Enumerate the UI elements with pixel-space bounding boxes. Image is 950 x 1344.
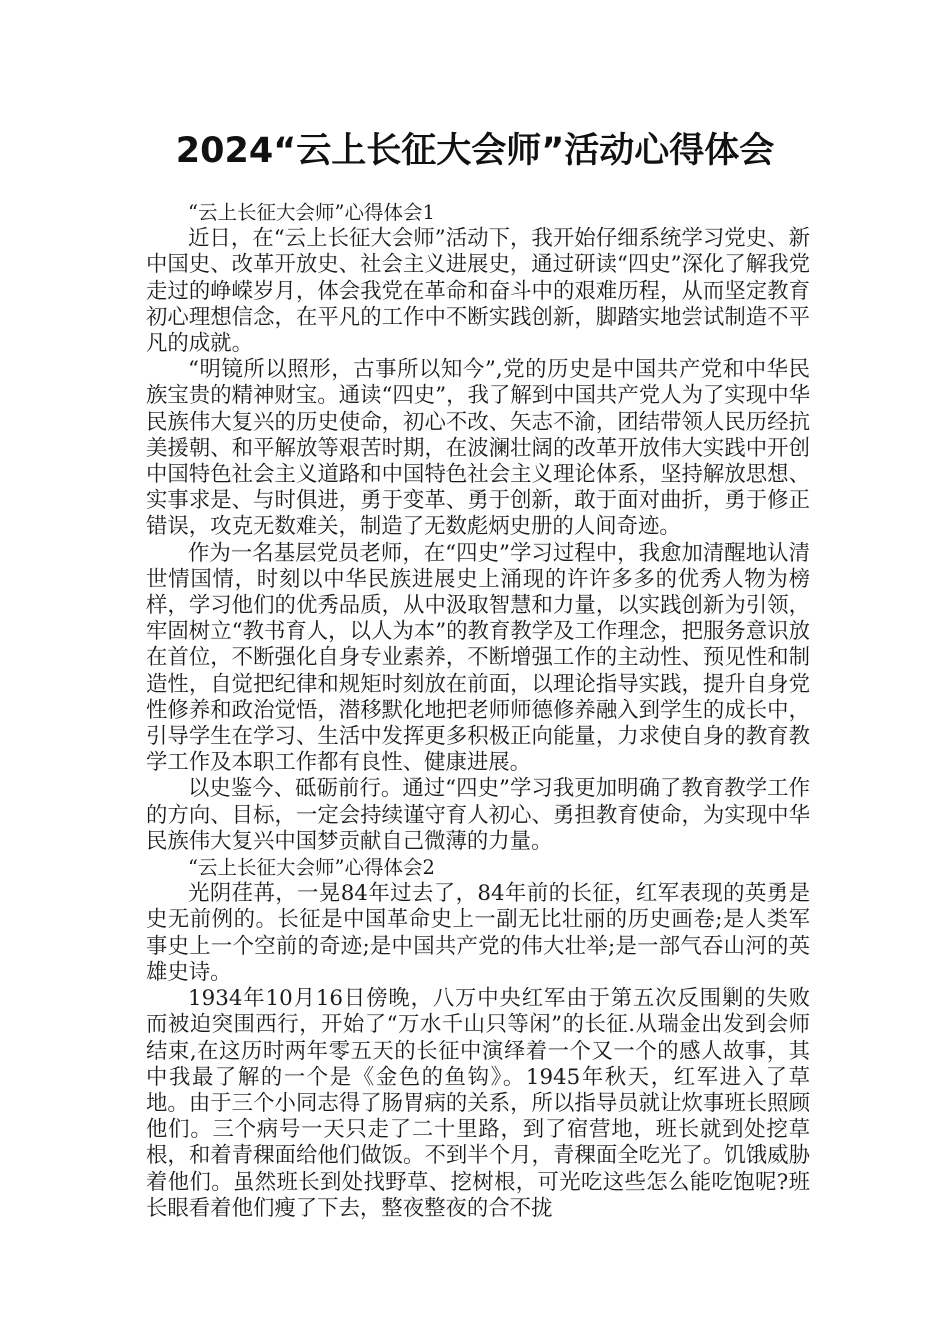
body-paragraph: 以史鉴今、砥砺前行。通过“四史”学习我更加明确了教育教学工作的方向、目标，一定会持续谨守育人初心、勇担教育使命，为实现中华民族伟大复兴中国梦贡献自己微薄的力量。 — [146, 776, 810, 854]
body-paragraph: 1934年10月16日傍晚，八万中央红军由于第五次反围剿的失败而被迫突围西行，开始了“万水千山只等闲”的长征.从瑞金出发到会师结束,在这历时两年零五天的长征中演绎着一个又一个的感人故事，其中我最了解的一个是《金色的鱼钩》。1945年秋天，红军进入了草地。由于三个小同志得了肠胃病的关系，所以指导员就让炊事班长照顾他们。三个病号一天只走了二十里路，到了宿营地，班长就到处挖草根，和着青稞面给他们做饭。不到半个月，青稞面全吃光了。饥饿威胁着他们。虽然班长到处找野草、挖树根，可光吃这些怎么能吃饱呢?班长眼看着他们瘦了下去，整夜整夜的合不拢 — [146, 986, 810, 1221]
body-paragraph: “明镜所以照形，古事所以知今”,党的历史是中国共产党和中华民族宝贵的精神财宝。通读“四史”，我了解到中国共产党人为了实现中华民族伟大复兴的历史使命，初心不改、矢志不渝，团结带领人民历经抗美援朝、和平解放等艰苦时期，在波澜壮阔的改革开放伟大实践中开创中国特色社会主义道路和中国特色社会主义理论体系，坚持解放思想、实事求是、与时俱进，勇于变革、勇于创新，敢于面对曲折，勇于修正错误，攻克无数难关，制造了无数彪炳史册的人间奇迹。 — [146, 357, 810, 540]
section-heading: “云上长征大会师”心得体会1 — [188, 201, 435, 224]
section-heading: “云上长征大会师”心得体会2 — [188, 856, 435, 880]
body-paragraph: 近日，在“云上长征大会师”活动下，我开始仔细系统学习党史、新中国史、改革开放史、社会主义进展史，通过研读“四史”深化了解我党走过的峥嵘岁月，体会我党在革命和奋斗中的艰难历程，从而坚定教育初心理想信念，在平凡的工作中不断实践创新，脚踏实地尝试制造不平凡的成就。 — [146, 226, 810, 357]
body-paragraph: 光阴荏苒，一晃84年过去了，84年前的长征，红军表现的英勇是史无前例的。长征是中国革命史上一副无比壮丽的历史画卷;是人类军事史上一个空前的奇迹;是中国共产党的伟大壮举;是一部气吞山河的英雄史诗。 — [146, 881, 810, 985]
document-title: 2024“云上长征大会师”活动心得体会 — [175, 131, 775, 171]
document-body — [146, 200, 810, 1222]
body-paragraph: 作为一名基层党员老师，在“四史”学习过程中，我愈加清醒地认清世情国情，时刻以中华民族进展史上涌现的许许多多的优秀人物为榜样，学习他们的优秀品质，从中汲取智慧和力量，以实践创新为引领，牢固树立“教书育人，以人为本”的教育教学及工作理念，把服务意识放在首位，不断强化自身专业素养，不断增强工作的主动性、预见性和制造性，自觉把纪律和规矩时刻放在前面，以理论指导实践，提升自身党性修养和政治觉悟，潜移默化地把老师师德修养融入到学生的成长中，引导学生在学习、生活中发挥更多积极正向能量，力求使自身的教育教学工作及本职工作都有良性、健康进展。 — [146, 540, 810, 776]
